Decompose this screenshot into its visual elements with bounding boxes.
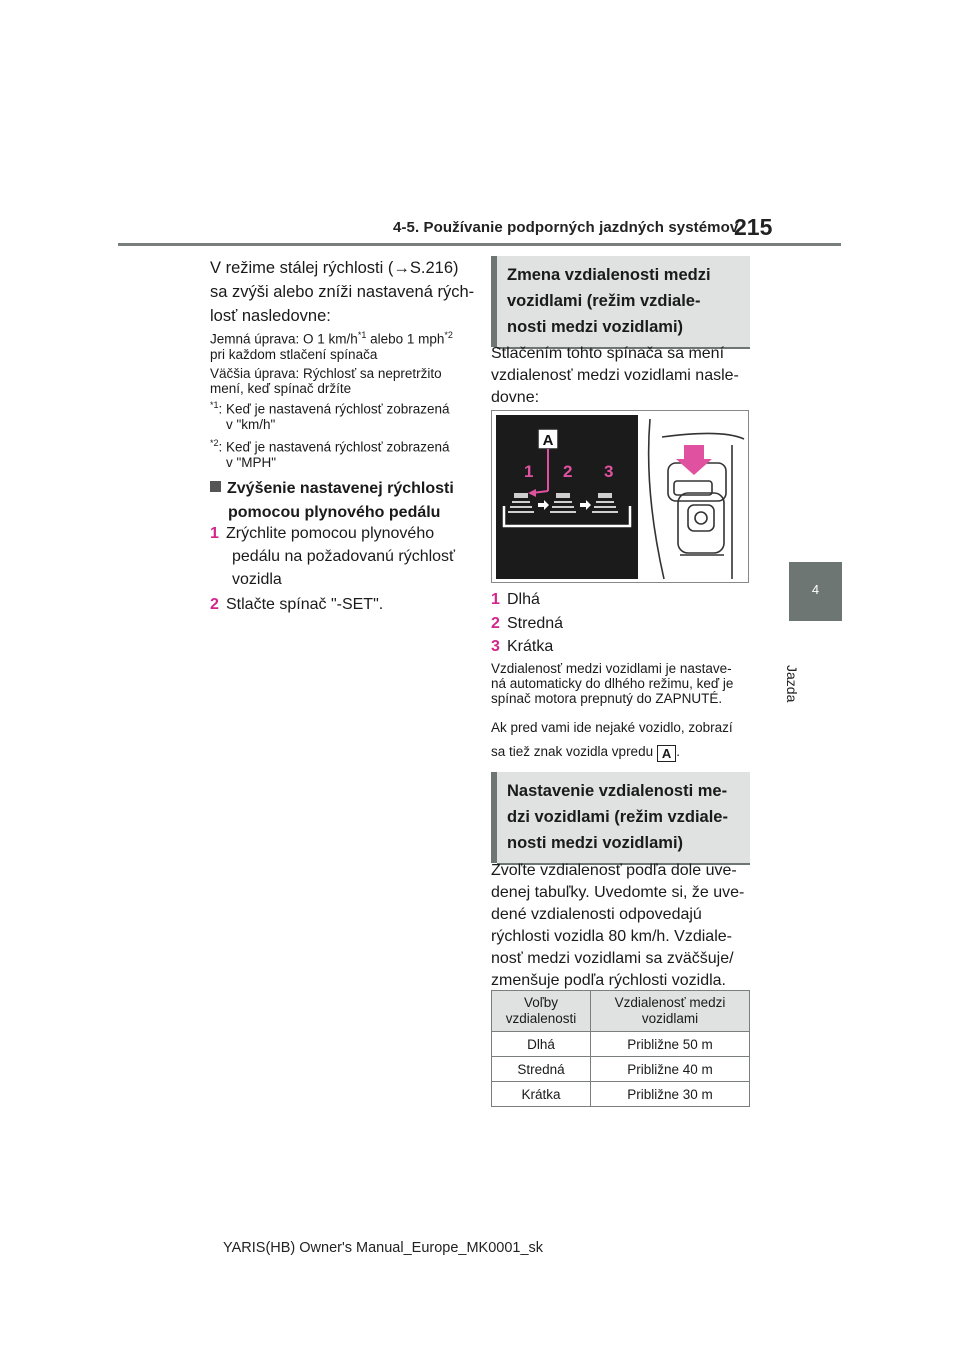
table-row	[492, 1057, 750, 1082]
chapter-number: 4	[811, 582, 820, 597]
chapter-tab	[789, 562, 842, 621]
table-cell: Stredná	[492, 1057, 591, 1082]
figure-callout-a: A	[542, 432, 554, 449]
note-vehicle-ahead: Ak pred vami ide nejaké vozidlo, zobrazí sa tiež znak vozidla vpredu A .	[491, 720, 733, 761]
figure-label-2: 2	[563, 462, 573, 481]
callout-a-tag: A	[657, 745, 676, 762]
square-bullet-icon	[210, 481, 221, 492]
figure-label-3: 3	[604, 462, 614, 481]
distance-table	[491, 990, 750, 1107]
list-item: 3 Krátka	[491, 638, 554, 655]
table-row	[492, 1082, 750, 1107]
intro-paragraph	[210, 256, 474, 328]
intro-line: V režime stálej rýchlosti (→S.216)	[210, 259, 459, 277]
table-cell: Približne 30 m	[591, 1082, 750, 1107]
section1-paragraph: Stlačením tohto spínača sa mení vzdialenosť medzi vozidlami nasle- dovne:	[491, 345, 739, 406]
step-2: 2 Stlačte spínač "-SET".	[210, 596, 384, 613]
footnote-1: $^{*1}$: Keď je nastavená rýchlosť zobrazená v "km/h"	[210, 400, 450, 432]
table-cell: Približne 50 m	[591, 1032, 750, 1057]
header-divider	[118, 243, 841, 246]
list-item: 2 Stredná	[491, 614, 564, 632]
table-row	[492, 1032, 750, 1057]
table-cell: Dlhá	[492, 1032, 591, 1057]
step-1: 1 Zrýchlite pomocou plynového pedálu na požadovanú rýchlosť vozidla	[210, 525, 456, 588]
document-footer: YARIS(HB) Owner's Manual_Europe_MK0001_sk	[223, 1240, 544, 1256]
section-heading-change-distance: Zmena vzdialenosti medzi vozidlami (režim vzdiale- nosti medzi vozidlami)	[491, 256, 750, 347]
table-cell: Krátka	[492, 1082, 591, 1107]
chapter-label: Jazda	[784, 665, 800, 703]
intro-line: losť nasledovne:	[210, 307, 331, 325]
footnote-2: $^{*2}$: Keď je nastavená rýchlosť zobrazená v "MPH"	[210, 438, 450, 470]
section-heading-set-distance: Nastavenie vzdialenosti me- dzi vozidlami (režim vzdiale- nosti medzi vozidlami)	[491, 772, 750, 863]
table-header-cell: Vzdialenosť medzi vozidlami	[591, 991, 750, 1032]
section2-paragraph: Zvoľte vzdialenosť podľa dole uve- denej tabuľky. Uvedomte si, že uve- dené vzdialenosti odpovedajú rýchlosti vozidla 80 km/h. Vzdiale- nosť medzi vozidlami sa zväčšuje/ zmenšuje podľa rýchlosti vozidla.	[491, 862, 745, 989]
section-header-title: 4-5. Používanie podporných jazdných systémov	[393, 219, 739, 236]
intro-line: sa zvýši alebo zníži nastavená rých-	[210, 283, 475, 301]
note-auto-long-mode: Vzdialenosť medzi vozidlami je nastave- ná automaticky do dlhého režimu, keď je spínač motora prepnutý do ZAPNUTÉ.	[491, 661, 734, 706]
table-header-cell: Voľby vzdialenosti	[492, 991, 591, 1032]
chapter-label-box	[784, 625, 840, 703]
list-item: 1 Dlhá	[491, 591, 540, 608]
coarse-adjust-note: Väčšia úprava: Rýchlosť sa nepretržito mení, keď spínač držíte	[210, 366, 442, 396]
fine-adjust-note: Jemná úprava: O 1 $km/h^{*1}$ alebo 1 mph$^{*2}$ pri každom stlačení spínača	[210, 330, 453, 362]
distance-options-list	[491, 588, 563, 659]
distance-illustration	[492, 411, 748, 582]
page-number: 215	[734, 214, 773, 240]
table-cell: Približne 40 m	[591, 1057, 750, 1082]
distance-figure	[491, 410, 749, 583]
subheading-accelerator: Zvýšenie nastavenej rýchlosti pomocou plynového pedálu	[210, 477, 454, 525]
figure-label-1: 1	[524, 462, 534, 481]
table-header-row	[492, 991, 750, 1032]
